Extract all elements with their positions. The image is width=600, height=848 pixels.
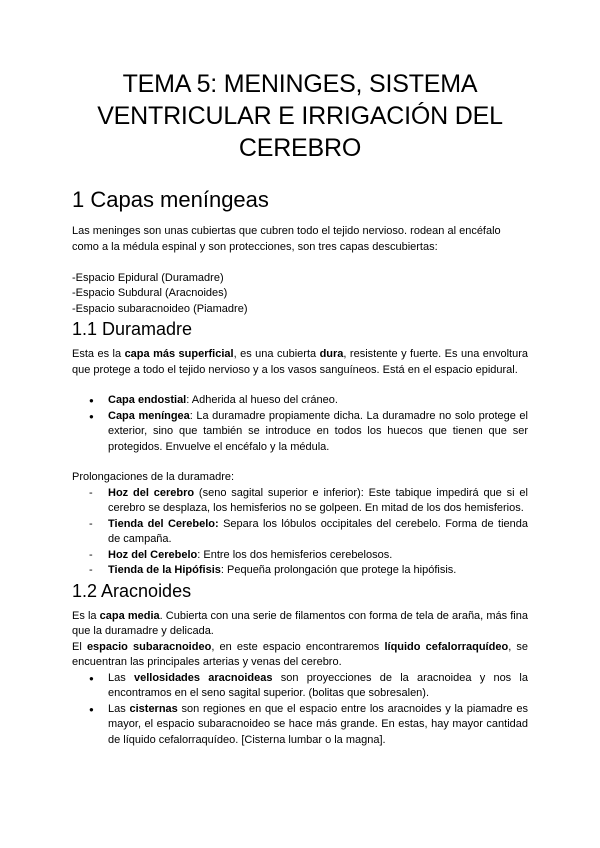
title-line-1: TEMA 5: MENINGES, SISTEMA [122,70,478,98]
duramadre-paragraph [72,347,528,378]
aracnoides-paragraph-2 [72,640,528,671]
prolongations-list [72,486,528,579]
list-item-capa-endostial [72,393,528,409]
text-run: Esta es la [72,348,125,360]
bold-term: vellosidades aracnoideas [133,671,273,684]
text-run: . Cubierta con una serie de filamentos con forma de tela de araña, más fina que la duramadre y delicada. [72,609,528,637]
list-item-vellosidades-aracnoideas [72,671,528,702]
bold-term: capa más superficial [124,348,234,360]
bold-term: dura [319,348,344,360]
list-item-cisternas [72,702,528,749]
aracnoides-list [72,671,528,749]
bold-term: cisternas [129,702,178,715]
spacer [72,255,528,271]
text-run: , se encuentran las principales arterias y venas del cerebro. [72,640,529,668]
text-run: : Entre los dos hemisferios cerebelosos. [197,548,393,561]
bold-term: capa media [99,609,160,622]
intro-paragraph: Las meninges son unas cubiertas que cubren todo el tejido nervioso. rodean al encéfalo como a la médula espinal y son protecciones, son tres capas descubiertas: [72,225,501,253]
title-line-3: CEREBRO [238,134,362,162]
space-item-epidural: -Espacio Epidural (Duramadre) [72,271,224,284]
title-line-2: VENTRICULAR E IRRIGACIÓN DEL [97,102,503,130]
text-run: El [72,640,87,653]
text-run: : La duramadre propiamente dicha. La duramadre no solo protege el exterior, sino que también se introduce en todos los huecos que tienen que ser protegidos. Envuelve el encéfalo y la médula. [108,409,528,453]
text-run: son proyecciones de la aracnoidea y nos la encontramos en el seno sagital superior. (bolitas que sobresalen). [108,671,528,699]
list-item-hoz-del-cerebro [72,486,528,517]
text-run: Separa los lóbulos occipitales del cerebelo. Forma de tienda de campaña. [108,517,528,545]
bold-term: espacio subaracnoideo [86,640,212,653]
text-run: , resistente y fuerte. Es una envoltura que protege a todo el tejido nervioso y a los vasos sanguíneos. Está en el espacio epidural. [72,348,529,376]
text-run: Las [108,671,134,684]
text-run: : Adherida al hueso del cráneo. [186,394,338,406]
text-run: (seno sagital superior e inferior): Este tabique impedirá que si el cerebro se desplaza, los hemisferios no se golpeen. En mitad de los dos hemisferios. [108,486,528,514]
text-run: Las [108,702,130,715]
prolongations-intro: Prolongaciones de la duramadre: [72,471,235,483]
subsection-heading-aracnoides: 1.2 Aracnoides [72,580,192,601]
list-item-tienda-de-la-hipofisis [72,563,528,579]
list-item-tienda-del-cerebelo [72,517,528,548]
text-run: , en este espacio encontraremos [211,640,385,653]
text-run: son regiones en que el espacio entre los aracnoides y la piamadre es mayor, el espacio subaracnoideo se hace más grande. En estas, hay mayor cantidad de líquido cefalorraquídeo. [Cisterna lumbar o la magna]. [108,702,528,746]
bold-term: Tienda de la Hipófisis [108,564,221,576]
space-item-subaracnoideo: -Espacio subaracnoideo (Piamadre) [72,302,248,315]
bold-term: Hoz del cerebro [108,486,195,499]
text-run: : Pequeña prolongación que protege la hipófisis. [220,564,457,576]
bold-term: Capa meníngea [108,409,190,422]
list-item-hoz-del-cerebelo [72,548,528,564]
text-run: Es la [72,609,100,622]
bold-term: líquido cefalorraquídeo [384,640,509,653]
document-title [72,0,528,164]
duramadre-layers-list [72,393,528,455]
bold-term: Capa endostial [108,394,187,406]
list-item-capa-meningea [72,409,528,456]
section-heading-capas-meningeas: 1 Capas meníngeas [72,187,269,212]
bold-term: Tienda del Cerebelo: [108,517,219,530]
subsection-heading-duramadre: 1.1 Duramadre [72,319,193,339]
space-item-subdural: -Espacio Subdural (Aracnoides) [72,287,228,299]
bold-term: Hoz del Cerebelo [108,548,198,561]
text-run: , es una cubierta [233,348,320,360]
aracnoides-paragraph-1 [72,609,528,640]
